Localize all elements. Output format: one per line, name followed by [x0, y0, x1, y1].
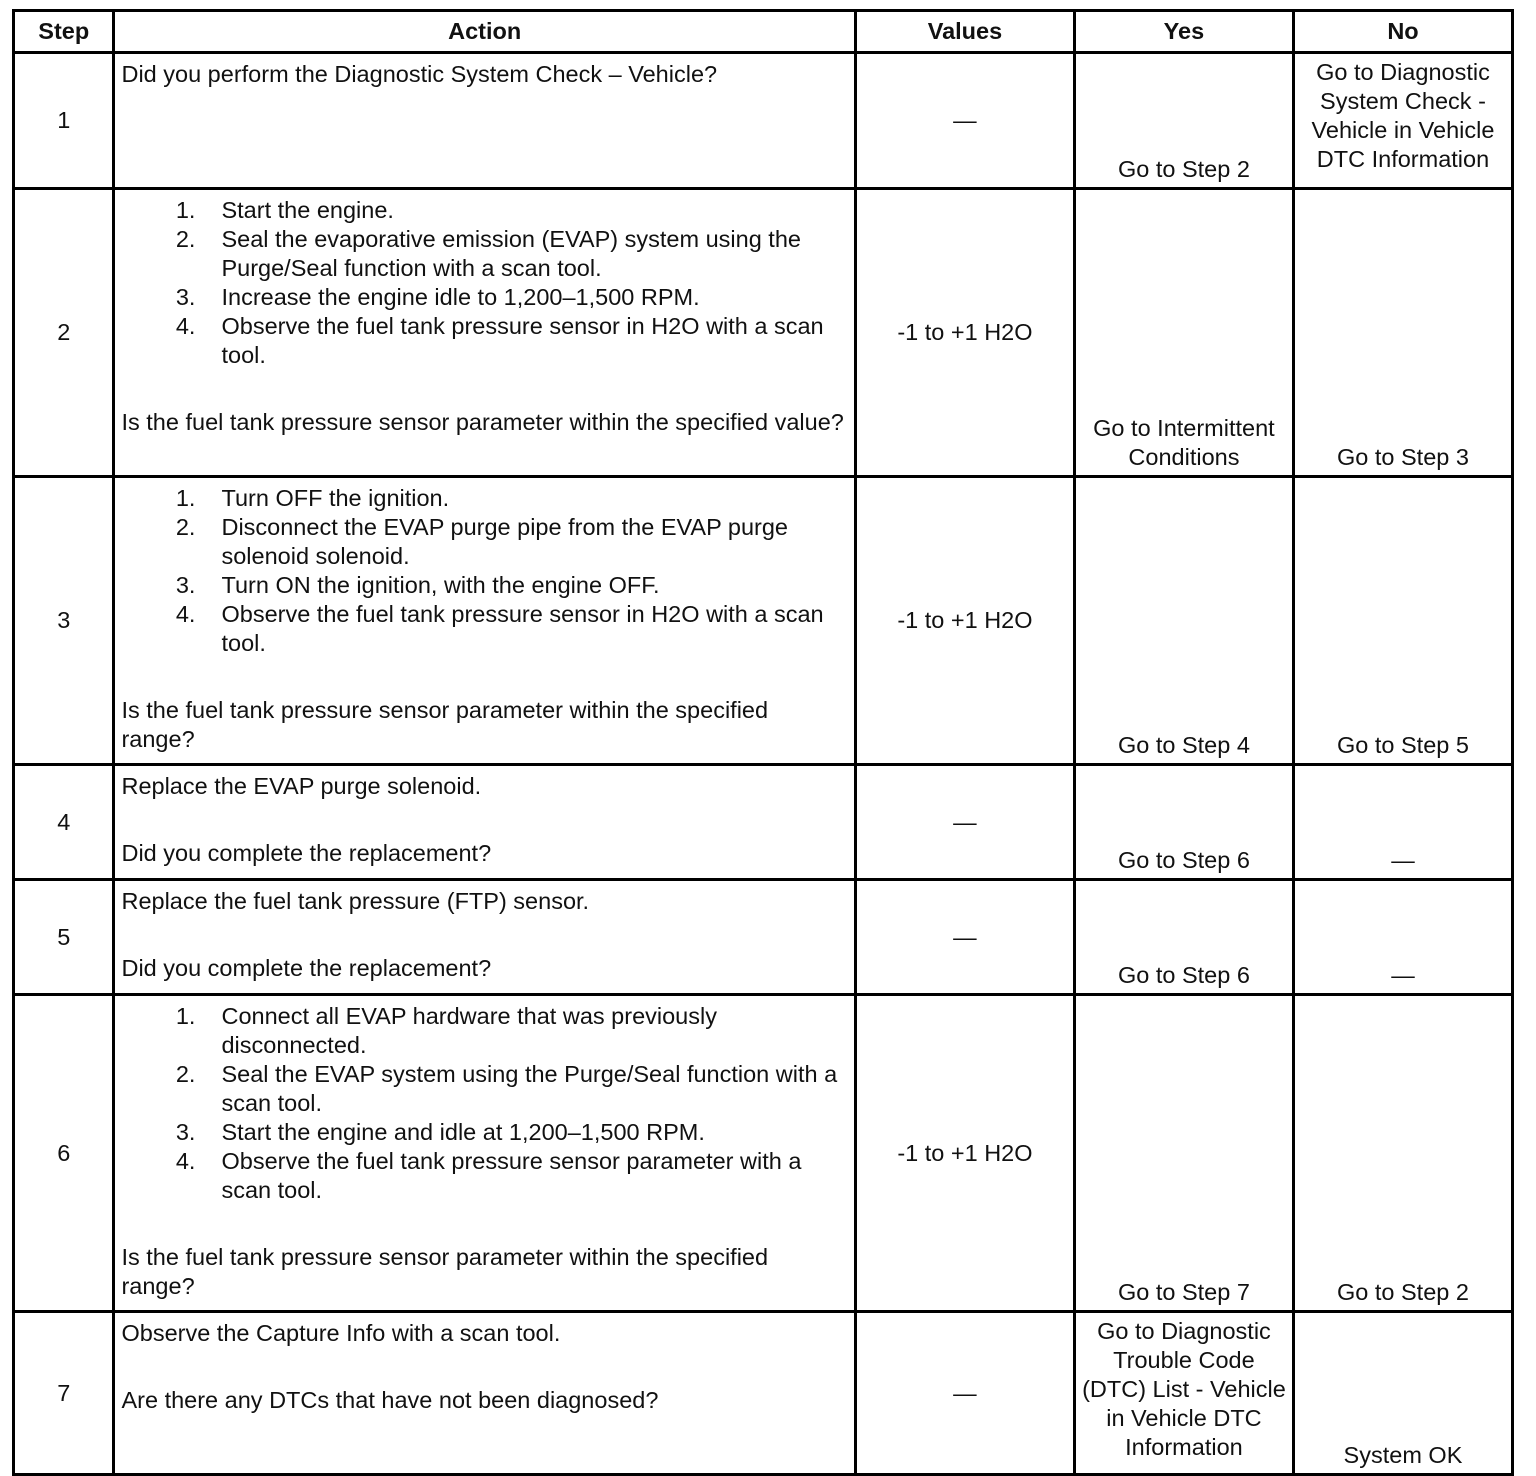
action-question: Did you complete the replacement?: [121, 840, 492, 866]
action-cell: [114, 53, 855, 189]
substep-item: 4. Observe the fuel tank pressure sensor in H2O with a scan tool.: [175, 313, 824, 368]
table-row: [14, 53, 1513, 189]
no-cell: [1293, 765, 1512, 880]
action-question: Is the fuel tank pressure sensor parameter within the specified range?: [121, 1244, 769, 1299]
no-cell: [1293, 1312, 1512, 1475]
substep-item: 2. Seal the evaporative emission (EVAP) system using the Purge/Seal function with a scan tool.: [175, 226, 801, 281]
yes-cell: [1074, 189, 1293, 477]
yes-cell: [1074, 477, 1293, 765]
table-row: [14, 765, 1513, 880]
yes-link[interactable]: Go to Step 7: [1117, 1279, 1250, 1305]
table-row: [14, 189, 1513, 477]
header-values: Values: [855, 11, 1074, 53]
action-text: Replace the fuel tank pressure (FTP) sensor.: [121, 888, 590, 914]
header-step: Step: [14, 11, 114, 53]
action-question: Is the fuel tank pressure sensor parameter within the specified value?: [121, 409, 844, 435]
values-cell: -1 to +1 H2O: [855, 477, 1074, 765]
yes-link[interactable]: Go to Intermittent Conditions: [1093, 415, 1275, 470]
no-link[interactable]: Go to Step 2: [1337, 1279, 1469, 1305]
no-link[interactable]: Go to Step 5: [1337, 732, 1469, 758]
substep-item: 3. Turn ON the ignition, with the engine OFF.: [175, 572, 660, 598]
values-cell: —: [855, 53, 1074, 189]
header-yes: Yes: [1074, 11, 1293, 53]
substep-item: 3. Start the engine and idle at 1,200–1,500 RPM.: [175, 1119, 705, 1145]
yes-link[interactable]: Go to Step 2: [1117, 156, 1250, 182]
action-question: Did you complete the replacement?: [121, 955, 492, 981]
values-cell: -1 to +1 H2O: [855, 189, 1074, 477]
substep-item: 1. Start the engine.: [175, 197, 394, 223]
values-cell: —: [855, 765, 1074, 880]
yes-cell: [1074, 1312, 1293, 1475]
yes-cell: [1074, 995, 1293, 1312]
table-row: [14, 995, 1513, 1312]
substep-list: [121, 484, 845, 658]
step-number: 5: [14, 880, 114, 995]
no-cell: [1293, 53, 1512, 189]
no-link[interactable]: Go to Step 3: [1337, 444, 1469, 470]
table-row: [14, 1312, 1513, 1475]
substep-item: 1. Turn OFF the ignition.: [175, 485, 450, 511]
step-number: 7: [14, 1312, 114, 1475]
substep-item: 1. Connect all EVAP hardware that was previously disconnected.: [175, 1003, 717, 1058]
action-cell: [114, 995, 855, 1312]
yes-link[interactable]: Go to Step 6: [1117, 962, 1250, 988]
action-text: Did you perform the Diagnostic System Check – Vehicle?: [121, 61, 718, 87]
step-number: 3: [14, 477, 114, 765]
step-number: 1: [14, 53, 114, 189]
yes-link[interactable]: Go to Step 6: [1117, 847, 1250, 873]
no-link[interactable]: Go to Diagnostic System Check - Vehicle in Vehicle DTC Information: [1311, 59, 1495, 172]
action-cell: [114, 765, 855, 880]
no-cell: [1293, 995, 1512, 1312]
yes-cell: [1074, 880, 1293, 995]
action-cell: [114, 1312, 855, 1475]
values-cell: -1 to +1 H2O: [855, 995, 1074, 1312]
action-cell: [114, 880, 855, 995]
header-no: No: [1293, 11, 1512, 53]
no-value: —: [1391, 962, 1415, 988]
action-question: Is the fuel tank pressure sensor parameter within the specified range?: [121, 697, 769, 752]
no-value: —: [1391, 847, 1415, 873]
table-row: [14, 880, 1513, 995]
table-header-row: [14, 11, 1513, 53]
action-question: Are there any DTCs that have not been diagnosed?: [121, 1387, 659, 1413]
step-number: 6: [14, 995, 114, 1312]
table-row: [14, 477, 1513, 765]
substep-item: 2. Seal the EVAP system using the Purge/Seal function with a scan tool.: [175, 1061, 838, 1116]
step-number: 2: [14, 189, 114, 477]
yes-link[interactable]: Go to Step 4: [1117, 732, 1250, 758]
step-number: 4: [14, 765, 114, 880]
action-text: Replace the EVAP purge solenoid.: [121, 773, 482, 799]
values-cell: —: [855, 880, 1074, 995]
action-cell: [114, 189, 855, 477]
action-cell: [114, 477, 855, 765]
header-action: Action: [114, 11, 855, 53]
no-cell: [1293, 880, 1512, 995]
substep-list: [121, 196, 845, 370]
substep-item: 4. Observe the fuel tank pressure sensor in H2O with a scan tool.: [175, 601, 824, 656]
no-cell: [1293, 189, 1512, 477]
yes-cell: [1074, 53, 1293, 189]
no-value: System OK: [1343, 1442, 1463, 1468]
no-cell: [1293, 477, 1512, 765]
substep-item: 2. Disconnect the EVAP purge pipe from the EVAP purge solenoid solenoid.: [175, 514, 788, 569]
yes-link[interactable]: Go to Diagnostic Trouble Code (DTC) List - Vehicle in Vehicle DTC Information: [1082, 1318, 1286, 1460]
substep-item: 4. Observe the fuel tank pressure sensor parameter with a scan tool.: [175, 1148, 802, 1203]
yes-cell: [1074, 765, 1293, 880]
substep-list: [121, 1002, 845, 1205]
substep-item: 3. Increase the engine idle to 1,200–1,500 RPM.: [175, 284, 700, 310]
diagnostic-table: [12, 9, 1514, 1476]
values-cell: —: [855, 1312, 1074, 1475]
action-text: Observe the Capture Info with a scan tool.: [121, 1320, 561, 1346]
